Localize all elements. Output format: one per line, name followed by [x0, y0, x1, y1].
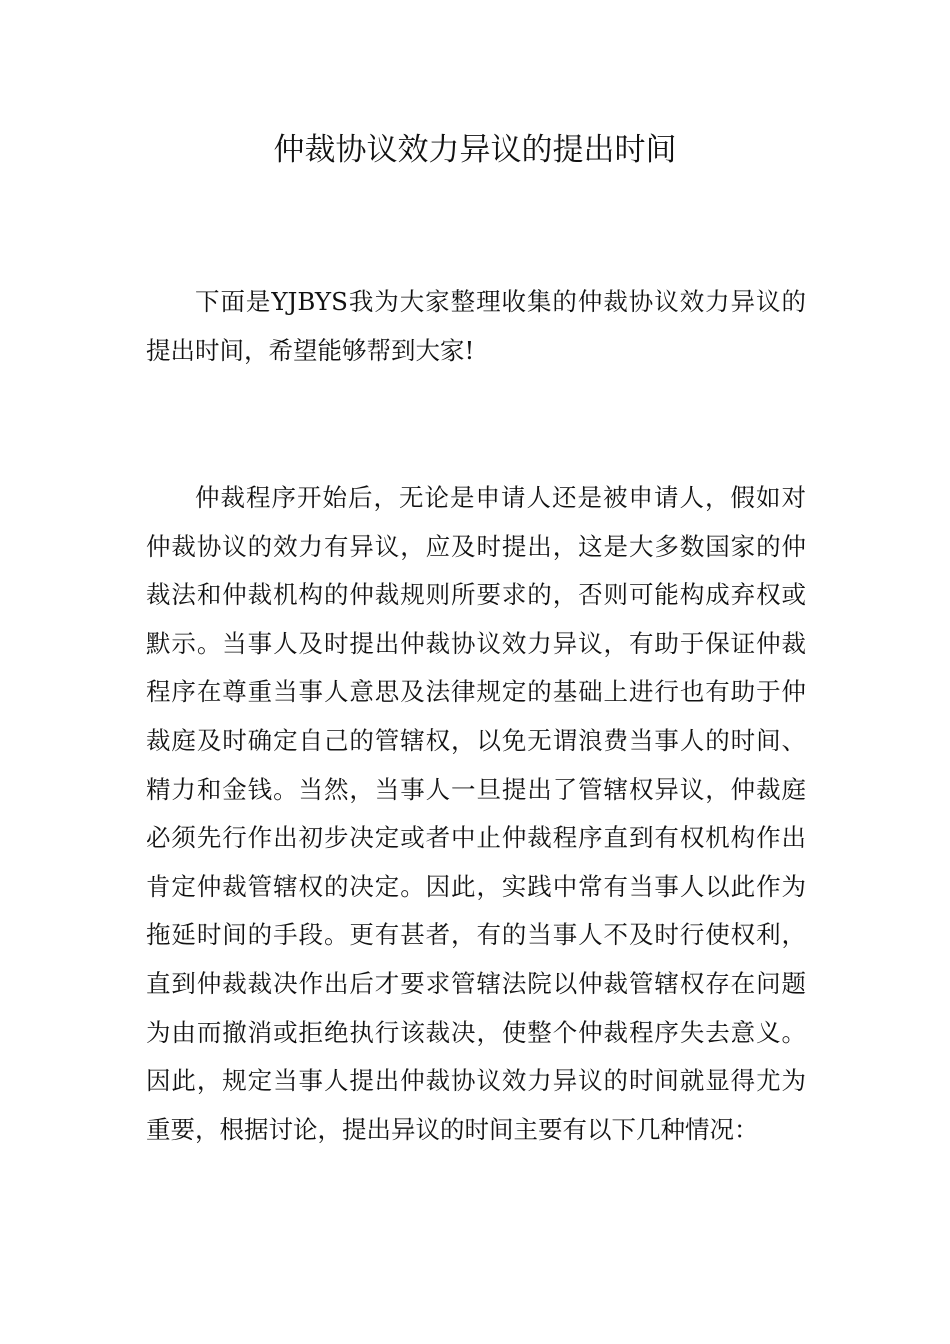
intro-paragraph: 下面是YJBYS我为大家整理收集的仲裁协议效力异议的提出时间，希望能够帮到大家! [146, 287, 806, 365]
document-title: 仲裁协议效力异议的提出时间 [273, 132, 677, 168]
body-paragraph: 仲裁程序开始后，无论是申请人还是被申请人，假如对仲裁协议的效力有异议，应及时提出，这是大多数国家的仲裁法和仲裁机构的仲裁规则所要求的，否则可能构成弃权或默示。当事人及时提出仲裁协议效力异议，有助于保证仲裁程序在尊重当事人意思及法律规定的基础上进行也有助于仲裁庭及时确定自己的管辖权，以免无谓浪费当事人的时间、精力和金钱。当然，当事人一旦提出了管辖权异议，仲裁庭必须先行作出初步决定或者中止仲裁程序直到有权机构作出肯定仲裁管辖权的决定。因此，实践中常有当事人以此作为拖延时间的手段。更有甚者，有的当事人不及时行使权利，直到仲裁裁决作出后才要求管辖法院以仲裁管辖权存在问题为由而撤消或拒绝执行该裁决，使整个仲裁程序失去意义。因此，规定当事人提出仲裁协议效力异议的时间就显得尤为重要，根据讨论，提出异议的时间主要有以下几种情况： [146, 483, 806, 1144]
